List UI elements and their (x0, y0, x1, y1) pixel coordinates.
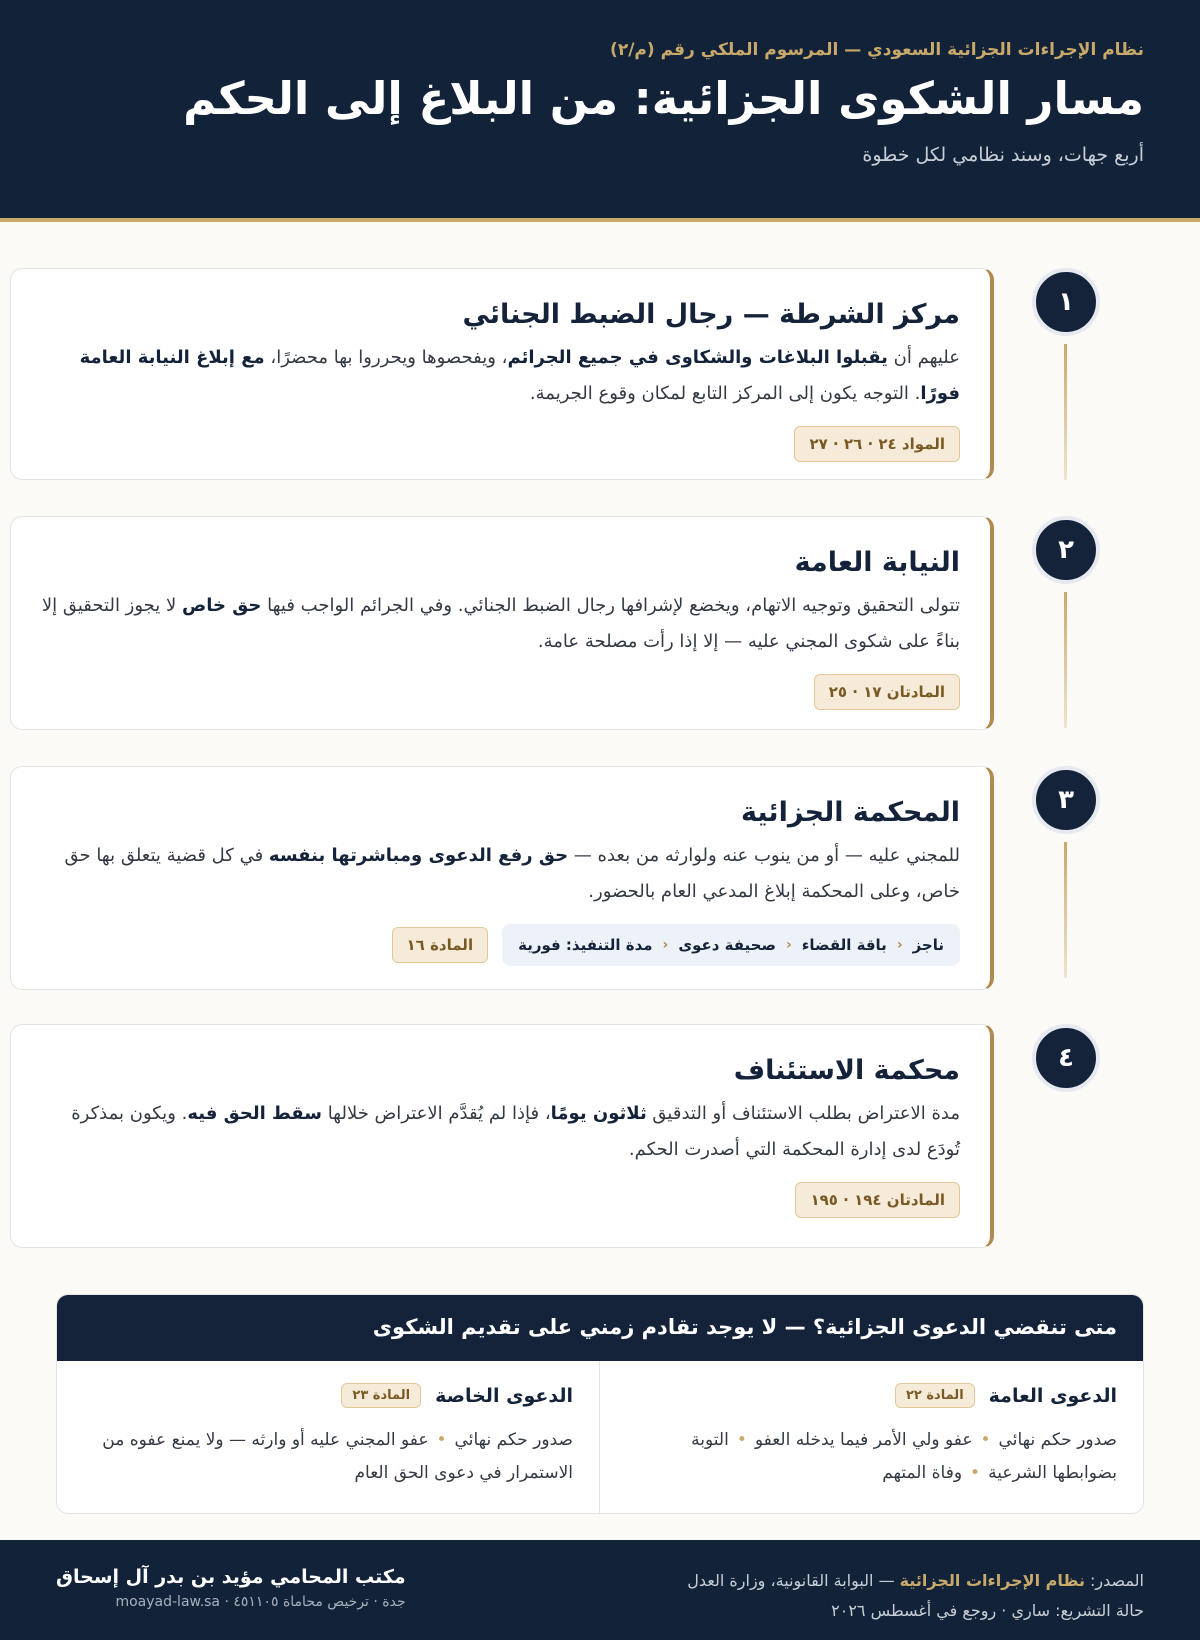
emphasis-text: مع إبلاغ النيابة العامة فورًا (79, 347, 960, 405)
text-run: . ويكون بمذكرة تُودَع لدى إدارة المحكمة التي أصدرت الحكم. (71, 1103, 960, 1161)
step-number: ٣ (1032, 766, 1100, 834)
list-item: التوبة بضوابطها الشرعية (691, 1430, 1117, 1483)
text-run: ، ويفحصوها ويحرروا بها محضرًا، (264, 347, 508, 369)
summary-title: متى تنقضي الدعوى الجزائية؟ — لا يوجد تقادم زمني على تقديم الشكوى (57, 1295, 1143, 1361)
page-footer (0, 1540, 1200, 1640)
timeline-connector (1064, 842, 1067, 978)
text-run: مدة الاعتراض بطلب الاستئناف أو التدقيق (646, 1103, 960, 1125)
emphasis-text: حق خاص (182, 595, 262, 617)
article-badge: المواد ٢٤ · ٢٦ · ٢٧ (794, 426, 960, 462)
bullet-dot-icon: • (980, 1430, 991, 1450)
step-text (41, 1096, 960, 1168)
public-case-list (626, 1424, 1117, 1490)
step-card (10, 1024, 994, 1248)
private-case-title: الدعوى الخاصة (435, 1384, 573, 1407)
text-run: في كل قضية يتعلق بها حق خاص، وعلى المحكمة إبلاغ المدعي العام بالحضور. (64, 845, 960, 903)
step-title: المحكمة الجزائية (741, 797, 960, 828)
step-text (41, 838, 960, 910)
firm-info (56, 1566, 406, 1610)
list-item: عفو المجني عليه أو وارثه — ولا يمنع عفوه من الاستمرار في دعوى الحق العام (102, 1430, 573, 1483)
bullet-dot-icon: • (736, 1430, 747, 1450)
step-number: ١ (1032, 268, 1100, 336)
list-item: وفاة المتهم (882, 1463, 963, 1483)
chevron-left-icon: ‹ (785, 937, 792, 954)
article-badge: المادتان ١٩٤ · ١٩٥ (795, 1182, 960, 1218)
step-number: ٢ (1032, 516, 1100, 584)
text-run: تتولى التحقيق وتوجيه الاتهام، ويخضع لإشرافها رجال الضبط الجنائي. وفي الجرائم الواجب فيها (261, 595, 960, 617)
text-run: عليهم أن (887, 347, 960, 369)
firm-name: مكتب المحامي مؤيد بن بدر آل إسحاق (56, 1566, 406, 1588)
source-info (687, 1566, 1144, 1626)
timeline-connector (1064, 592, 1067, 728)
page-title: مسار الشكوى الجزائية: من البلاغ إلى الحكم (183, 72, 1144, 125)
firm-meta: جدة · ترخيص محاماة ٤٥١١٠٥ · moayad-law.sa (115, 1594, 406, 1610)
text-run: لا يجوز التحقيق إلا بناءً على شكوى المجني عليه — إلا إذا رأت مصلحة عامة. (41, 595, 960, 653)
emphasis-text: يقبلوا البلاغات والشكاوى في جميع الجرائم (507, 347, 888, 369)
emphasis-text: حق رفع الدعوى ومباشرتها بنفسه (268, 845, 569, 867)
public-case-column (600, 1361, 1143, 1514)
step-text (41, 588, 960, 660)
bullet-dot-icon: • (970, 1463, 981, 1483)
private-case-column (57, 1361, 600, 1514)
step-title: مركز الشرطة — رجال الضبط الجنائي (462, 299, 960, 330)
text-run: للمجني عليه — أو من ينوب عنه ولوارثه من بعده — (568, 845, 960, 867)
article-badge: المادة ٢٣ (341, 1383, 421, 1408)
list-item: عفو ولي الأمر فيما يدخله العفو (754, 1430, 973, 1450)
step-number: ٤ (1032, 1024, 1100, 1092)
source-label: المصدر: (1084, 1571, 1144, 1590)
emphasis-text: سقط الحق فيه (187, 1103, 322, 1125)
step-card (10, 268, 994, 480)
step-title: النيابة العامة (794, 547, 960, 578)
timeline-connector (1064, 344, 1067, 480)
list-item: صدور حكم نهائي (998, 1430, 1117, 1450)
article-badge: المادتان ١٧ · ٢٥ (814, 674, 960, 710)
article-badge: المادة ١٦ (392, 927, 489, 963)
private-case-list (83, 1424, 573, 1490)
filing-path (502, 924, 960, 966)
page-subtitle: أربع جهات، وسند نظامي لكل خطوة (862, 144, 1144, 166)
source-rest: — البوابة القانونية، وزارة العدل (687, 1571, 900, 1590)
bullet-dot-icon: • (436, 1430, 447, 1450)
page-header (0, 0, 1200, 222)
step-text (41, 340, 960, 412)
list-item: صدور حكم نهائي (454, 1430, 573, 1450)
path-step: مدة التنفيذ: فورية (518, 936, 653, 955)
step-title: محكمة الاستئناف (733, 1055, 960, 1086)
text-run: . التوجه يكون إلى المركز التابع لمكان وقوع الجريمة. (529, 383, 921, 405)
text-run: ، فإذا لم يُقدَّم الاعتراض خلالها (321, 1103, 551, 1125)
step-card (10, 516, 994, 730)
path-step: ناجز (912, 936, 944, 955)
path-step: باقة القضاء (801, 936, 887, 955)
expiry-summary (56, 1294, 1144, 1514)
article-badge: المادة ٢٢ (895, 1383, 975, 1408)
step-card (10, 766, 994, 990)
public-case-title: الدعوى العامة (988, 1384, 1117, 1407)
source-name: نظام الإجراءات الجزائية (899, 1571, 1085, 1590)
header-kicker: نظام الإجراءات الجزائية السعودي — المرسوم الملكي رقم (م/٢) (610, 40, 1144, 60)
chevron-left-icon: ‹ (662, 937, 669, 954)
emphasis-text: ثلاثون يومًا (550, 1103, 647, 1125)
legislation-status: حالة التشريع: ساري · روجع في أغسطس ٢٠٢٦ (831, 1601, 1144, 1620)
path-step: صحيفة دعوى (678, 936, 776, 955)
chevron-left-icon: ‹ (896, 937, 903, 954)
